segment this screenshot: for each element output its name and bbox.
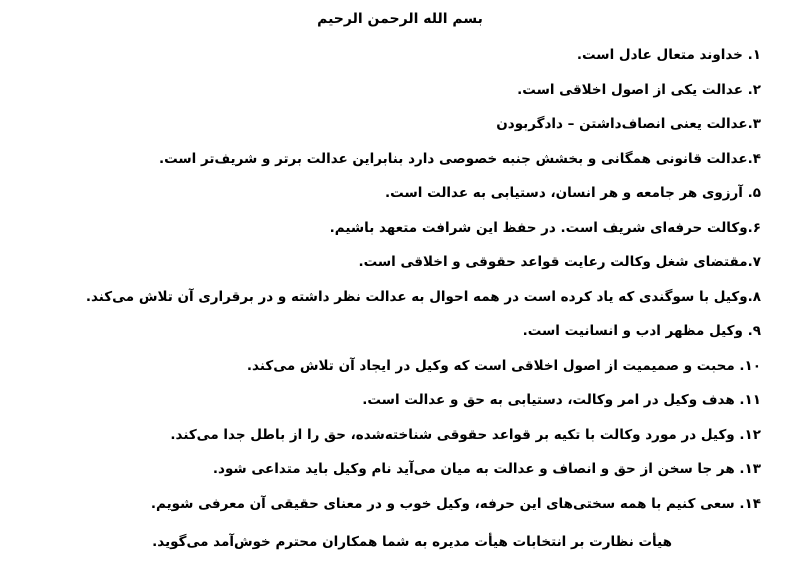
principle-item-5: ۵. آرزوی هر جامعه و هر انسان، دستیابی به عدالت است. [385,185,761,201]
principle-item-12: ۱۲. وکیل در مورد وکالت با تکیه بر قواعد حقوقی شناخته‌شده، حق را از باطل جدا می‌کند. [170,426,761,443]
principle-item-7: ۷.مقتضای شغل وکالت رعایت قواعد حقوقی و اخلاقی است. [358,254,761,270]
principles-list [85,43,761,526]
principle-item-10: ۱۰. محبت و صمیمیت از اصول اخلاقی است که وکیل در ایجاد آن تلاش می‌کند. [246,357,761,374]
principle-item-1: ۱. خداوند متعال عادل است. [576,47,761,63]
principle-item-11: ۱۱. هدف وکیل در امر وکالت، دستیابی به حق و عدالت است. [362,392,761,408]
principle-item-4: ۴.عدالت قانونی همگانی و بخشش جنبه خصوصی دارد بنابراین عدالت برتر و شریف‌تر است. [158,150,761,167]
welcome-footer: هیأت نظارت بر انتخابات هیأت مدیره به شما همکاران محترم خوش‌آمد می‌گوید. [152,534,672,550]
principle-item-3: ۳.عدالت یعنی انصاف‌داشتن – دادگربودن [496,116,761,132]
principle-item-9: ۹. وکیل مظهر ادب و انسانیت است. [522,323,761,339]
principle-item-14: ۱۴. سعی کنیم با همه سختی‌های این حرفه، وکیل خوب و در معنای حقیقی آن معرفی شویم. [150,495,761,512]
principle-item-2: ۲. عدالت یکی از اصول اخلاقی است. [517,81,761,98]
principle-item-8: ۸.وکیل با سوگندی که یاد کرده است در همه احوال به عدالت نظر داشته و در برقراری آن تلاش می‌کند. [85,288,761,305]
principle-item-13: ۱۳. هر جا سخن از حق و انصاف و عدالت به میان می‌آید نام وکیل باید متداعی شود. [212,461,761,477]
principle-item-6: ۶.وکالت حرفه‌ای شریف است. در حفظ این شرافت متعهد باشیم. [329,219,761,236]
basmala-heading: بسم الله الرحمن الرحیم [317,11,483,27]
